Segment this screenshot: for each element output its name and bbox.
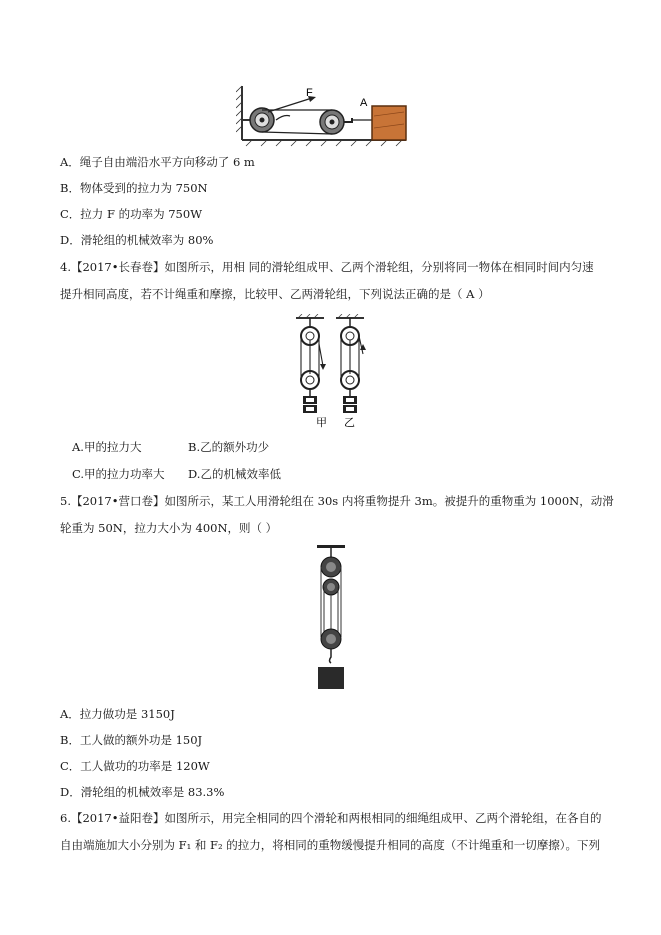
q4-stem-line2: 提升相同高度，若不计绳重和摩擦，比较甲、乙两滑轮组，下列说法正确的是（ A ） (60, 287, 490, 301)
q3-option-d: D．滑轮组的机械效率为 80% (60, 233, 214, 247)
block-label: A (360, 97, 368, 109)
movable-pulley-icon (320, 110, 352, 134)
q3-option-c: C．拉力 F 的功率为 750W (60, 207, 203, 221)
q4-stem-line1: 4.【2017•长春卷】如图所示，用相 同的滑轮组成甲、乙两个滑轮组，分别将同一物体在相同时间内匀速 (60, 260, 594, 274)
q5-option-d: D．滑轮组的机械效率是 83.3% (60, 785, 225, 799)
q4-option-d: D.乙的机械效率低 (188, 467, 281, 481)
q3-option-b: B．物体受到的拉力为 750N (60, 181, 208, 195)
lower-pulley-icon (321, 629, 341, 649)
q5-stem-line2: 轮重为 50N，拉力大小为 400N，则（ ） (60, 521, 278, 535)
ropes (262, 110, 372, 134)
q5-stem-line1: 5.【2017•营口卷】如图所示，某工人用滑轮组在 30s 内将重物提升 3m。被提升的重物重为 1000N，动滑 (60, 494, 614, 508)
q6-stem-line2: 自由端施加大小分别为 F₁ 和 F₂ 的拉力，将相同的重物缓慢提升相同的高度（不计绳重和一切摩擦）。下列 (60, 838, 601, 852)
ceilings (296, 314, 364, 318)
force-label: F (306, 87, 313, 99)
q5-option-c: C．工人做功的功率是 120W (60, 759, 210, 773)
upper-pulley-icon (321, 557, 341, 577)
q5-option-a: A．拉力做功是 3150J (60, 707, 175, 721)
q5-option-b: B．工人做的额外功是 150J (60, 733, 203, 747)
heavy-weight (318, 667, 344, 689)
figure-two-pulley-systems (290, 314, 370, 430)
q4-option-a: A.甲的拉力大 (72, 440, 142, 454)
q3-option-a: A．绳子自由端沿水平方向移动了 6 m (60, 155, 255, 169)
q4-option-c: C.甲的拉力功率大 (72, 467, 165, 481)
q6-stem-line1: 6.【2017•益阳卷】如图所示，用完全相同的四个滑轮和两根相同的细绳组成甲、乙两个滑轮组，在各自的 (60, 811, 602, 825)
figure-vertical-pulley (314, 545, 348, 695)
block-a (372, 106, 406, 140)
pulley-system-yi (341, 318, 366, 413)
figure-horizontal-pulley (236, 82, 411, 148)
q4-option-b: B.乙的额外功少 (188, 440, 270, 454)
middle-pulley-icon (323, 579, 339, 595)
pulley-system-jia (301, 318, 326, 413)
label-yi: 乙 (344, 416, 355, 429)
label-jia: 甲 (316, 416, 327, 429)
